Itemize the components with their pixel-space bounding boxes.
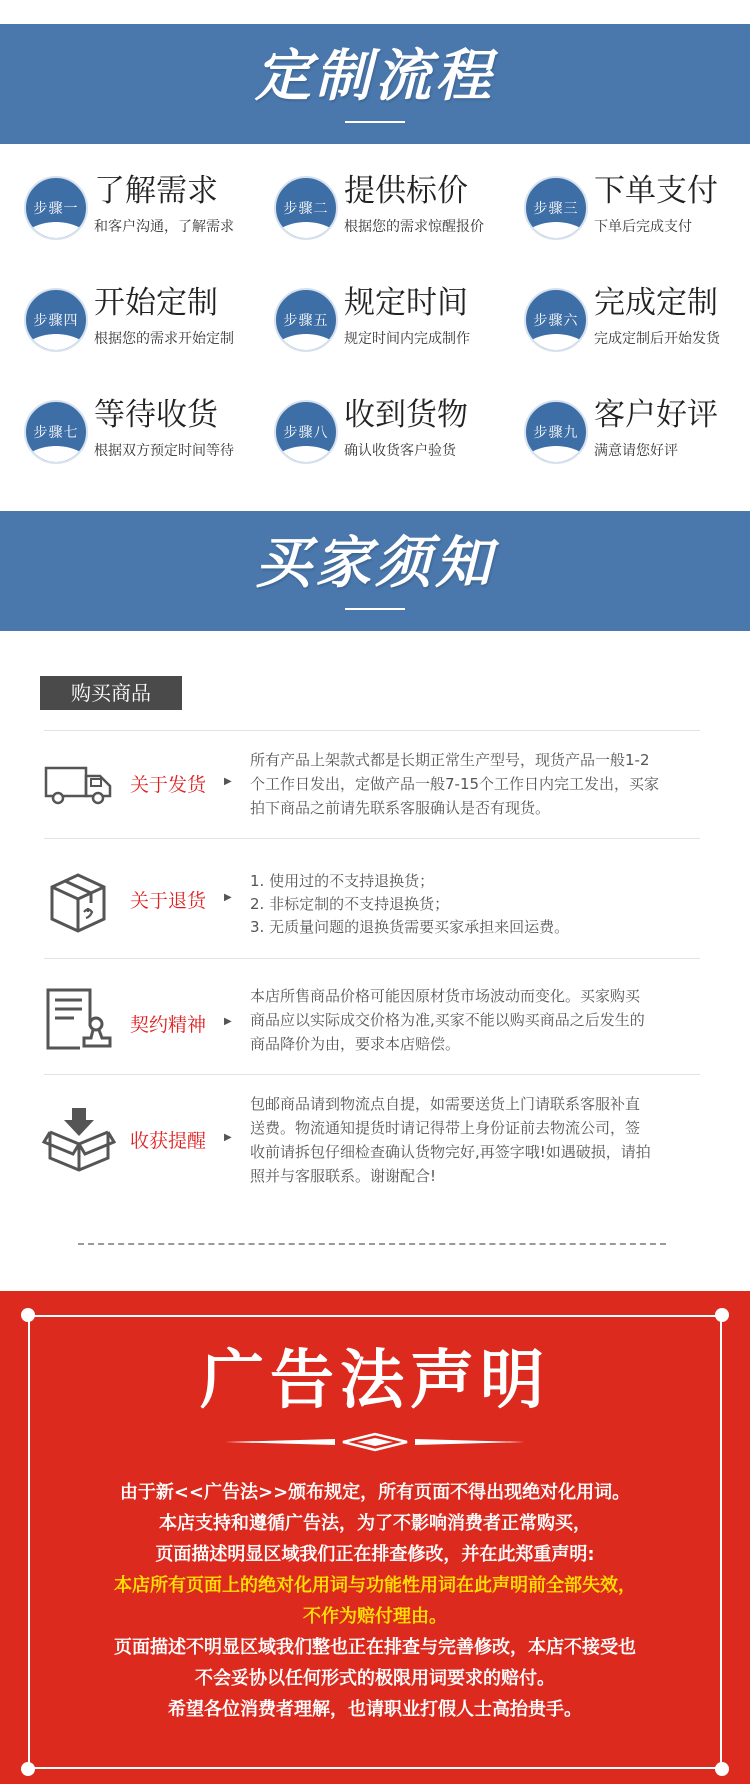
item-label: 关于发货 xyxy=(130,774,207,796)
ad-law-section xyxy=(0,1291,750,1784)
item-text: 所有产品上架款式都是长期正常生产型号，现货产品一般1-2 个工作日发出，定做产品一般7-15个工作日内完工发出，买家 拍下商品之前请先联系客服确认是否有现货。 xyxy=(250,751,660,817)
item-text: 本店所售商品价格可能因原材货市场波动而变化。买家购买 商品应以实际成交价格为准,买家不能以购买商品之后发生的 商品降价为由，要求本店赔偿。 xyxy=(250,987,645,1053)
arrow-right-icon: ▶ xyxy=(224,776,232,787)
item-text: 包邮商品请到物流点自提，如需要送货上门请联系客服补直 送费。物流通知提货时请记得带上身份证前去物流公司，签 收前请拆包仔细检查确认货物完好,再签字哦!如遇破损，请拍 照并与客服联系。谢谢配合! xyxy=(250,1095,651,1185)
ad-law-title: 广告法声明 xyxy=(200,1344,550,1418)
box-return-icon xyxy=(48,872,108,934)
step-item xyxy=(24,280,264,360)
corner-dot xyxy=(21,1308,35,1322)
step-item xyxy=(524,168,750,248)
step-badge: 步骤四 xyxy=(24,288,88,352)
notice-banner xyxy=(0,511,750,631)
step-desc: 规定时间内完成制作 xyxy=(344,331,470,347)
notice-item-receive xyxy=(0,1074,750,1204)
step-badge: 步骤二 xyxy=(274,176,338,240)
step-title: 了解需求 xyxy=(94,173,218,209)
step-badge: 步骤七 xyxy=(24,400,88,464)
notice-title: 买家须知 xyxy=(255,531,495,596)
corner-dot xyxy=(715,1308,729,1322)
notice-item-shipping xyxy=(0,730,750,838)
step-title: 完成定制 xyxy=(594,285,718,321)
contract-icon xyxy=(44,986,114,1052)
step-title: 等待收货 xyxy=(94,397,218,433)
ad-law-text: 由于新<<广告法>>颁布规定，所有页面不得出现绝对化用词。 本店支持和遵循广告法，为了不影响消费者正常购买， 页面描述明显区域我们正在排查修改，并在此郑重声明: 本店所有页面上的绝对化用词与功能性用词在此声明前全部失效， 不作为赔付理由。 页面描述不明显区域我们整也正在排查与完善修改，本店不接受也 不会妥协以任何形式的极限用词要求的赔付。 希望各位消费者理解，也请职业打假人士高抬贵手。 xyxy=(114,1482,636,1720)
purchase-tag: 购买商品 xyxy=(40,676,182,710)
dashed-divider xyxy=(78,1243,666,1245)
item-text: 1. 使用过的不支持退换货； 2. 非标定制的不支持退换货； 3. 无质量问题的退换货需要买家承担来回运费。 xyxy=(250,872,570,936)
arrow-right-icon: ▶ xyxy=(224,892,232,903)
step-badge: 步骤八 xyxy=(274,400,338,464)
item-label: 收获提醒 xyxy=(130,1130,207,1152)
corner-dot xyxy=(715,1762,729,1776)
truck-icon xyxy=(44,762,114,806)
notice-title-underline xyxy=(345,608,405,610)
step-desc: 确认收货客户验货 xyxy=(344,443,456,459)
step-item xyxy=(524,280,750,360)
item-label: 关于退货 xyxy=(130,890,207,912)
step-badge: 步骤六 xyxy=(524,288,588,352)
step-title: 开始定制 xyxy=(94,285,218,321)
process-title: 定制流程 xyxy=(255,44,495,109)
arrow-right-icon: ▶ xyxy=(224,1132,232,1143)
arrow-right-icon: ▶ xyxy=(224,1016,232,1027)
step-title: 下单支付 xyxy=(594,173,718,209)
step-title: 规定时间 xyxy=(344,285,468,321)
title-ornament xyxy=(225,1432,525,1452)
corner-dot xyxy=(21,1762,35,1776)
step-badge: 步骤五 xyxy=(274,288,338,352)
step-desc: 和客户沟通，了解需求 xyxy=(94,219,234,235)
process-steps xyxy=(0,148,750,498)
package-receive-icon xyxy=(42,1106,116,1172)
step-item xyxy=(524,392,750,472)
step-desc: 根据双方预定时间等待 xyxy=(94,443,234,459)
process-banner xyxy=(0,24,750,144)
step-desc: 根据您的需求惊醒报价 xyxy=(344,219,484,235)
step-item xyxy=(274,168,514,248)
step-title: 收到货物 xyxy=(344,397,468,433)
step-title: 客户好评 xyxy=(594,397,718,433)
step-desc: 满意请您好评 xyxy=(594,443,678,459)
step-item xyxy=(274,392,514,472)
notice-item-contract xyxy=(0,958,750,1074)
step-item xyxy=(274,280,514,360)
step-badge: 步骤三 xyxy=(524,176,588,240)
step-desc: 根据您的需求开始定制 xyxy=(94,331,234,347)
notice-item-returns xyxy=(0,838,750,958)
step-title: 提供标价 xyxy=(344,173,468,209)
step-badge: 步骤一 xyxy=(24,176,88,240)
step-item xyxy=(24,168,264,248)
process-title-underline xyxy=(345,121,405,123)
item-label: 契约精神 xyxy=(130,1014,207,1036)
step-item xyxy=(24,392,264,472)
step-desc: 完成定制后开始发货 xyxy=(594,331,720,347)
step-desc: 下单后完成支付 xyxy=(594,219,692,235)
step-badge: 步骤九 xyxy=(524,400,588,464)
